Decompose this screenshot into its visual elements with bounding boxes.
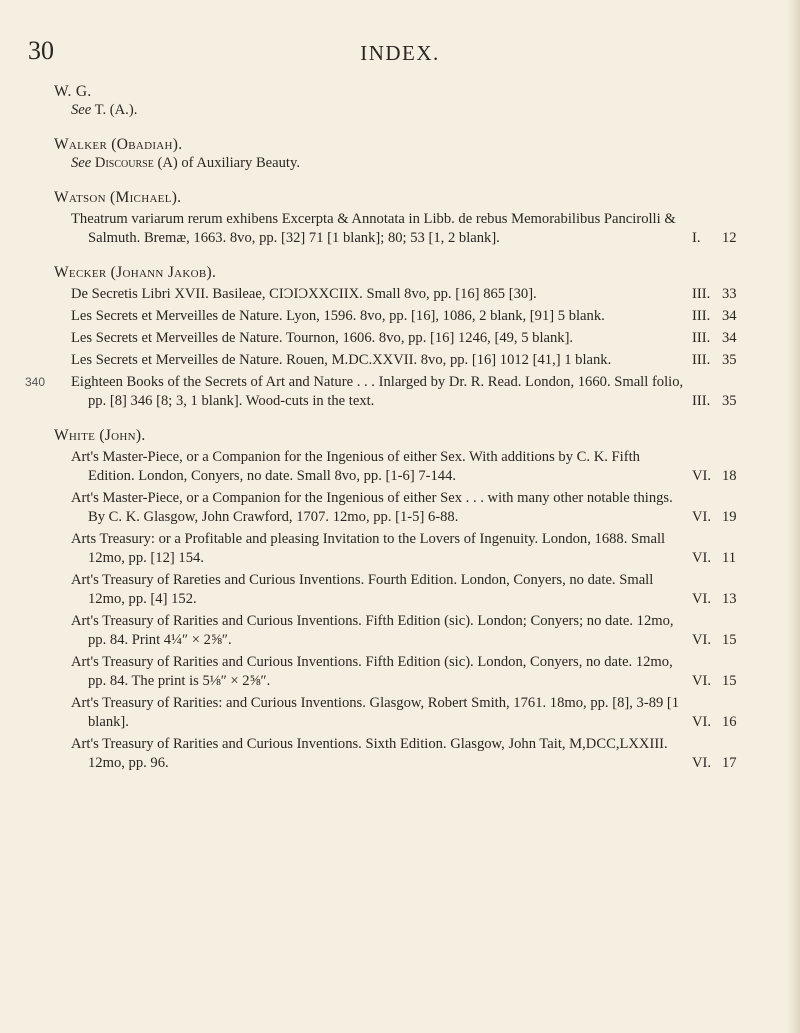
- entry-item: [54, 351, 746, 370]
- item-number: 17: [722, 755, 737, 771]
- item-text: Eighteen Books of the Secrets of Art and Nature . . . Inlarged by Dr. R. Read. London, 1660. Small folio, pp. [8] 346 [8; 3, 1 blank]. Wood-cuts in the text.: [71, 374, 684, 409]
- volume-number: VI.: [692, 714, 712, 730]
- index-entry: [54, 82, 746, 120]
- entry-item: [54, 612, 746, 650]
- see-reference: [54, 154, 746, 173]
- item-text: Les Secrets et Merveilles de Nature. Tournon, 1606. 8vo, pp. [16] 1246, [49, 5 blank].: [71, 330, 574, 346]
- item-number: 12: [722, 230, 737, 246]
- item-text: De Secretis Libri XVII. Basileae, CIƆIƆXXCIIX. Small 8vo, pp. [16] 865 [30].: [71, 286, 537, 302]
- item-text: Les Secrets et Merveilles de Nature. Rouen, M.DC.XXVII. 8vo, pp. [16] 1012 [41,] 1 blank.: [71, 352, 612, 368]
- entry-item: [54, 694, 746, 732]
- page-number: 30: [28, 36, 54, 65]
- entry-name: White (John).: [54, 427, 146, 444]
- index-entry: [54, 188, 746, 248]
- entry-name: Watson (Michael).: [54, 189, 182, 206]
- index-entry: [54, 135, 746, 173]
- entry-item: [54, 530, 746, 568]
- volume-number: III.: [692, 286, 711, 302]
- volume-ref: [692, 631, 746, 650]
- item-number: 34: [722, 330, 737, 346]
- entry-item: [54, 448, 746, 486]
- item-number: 16: [722, 714, 737, 730]
- page-header: [0, 36, 800, 66]
- volume-number: VI.: [692, 591, 712, 607]
- volume-number: III.: [692, 393, 711, 409]
- see-word: See: [71, 102, 92, 118]
- volume-number: III.: [692, 308, 711, 324]
- volume-number: III.: [692, 352, 711, 368]
- volume-ref: [692, 508, 746, 527]
- volume-ref: [692, 351, 746, 370]
- entry-name: Walker (Obadiah).: [54, 136, 183, 153]
- item-text: Les Secrets et Merveilles de Nature. Lyon, 1596. 8vo, pp. [16], 1086, 2 blank, [91] 5 blank.: [71, 308, 605, 324]
- item-text: Art's Master-Piece, or a Companion for the Ingenious of either Sex. With additions by C. K. Fifth Edition. London, Conyers, no date. Small 8vo, pp. [1-6] 7-144.: [71, 449, 640, 484]
- item-text: Theatrum variarum rerum exhibens Excerpta & Annotata in Libb. de rebus Memorabilibus Pancirolli & Salmuth. Bremæ, 1663. 8vo, pp. [32] 71 [1 blank]; 80; 53 [1, 2 blank].: [71, 211, 676, 246]
- volume-ref: [692, 329, 746, 348]
- item-number: 15: [722, 632, 737, 648]
- running-head-title: INDEX.: [360, 41, 440, 65]
- see-target: T. (A.).: [94, 102, 138, 118]
- item-number: 34: [722, 308, 737, 324]
- volume-ref: [692, 713, 746, 732]
- item-text: Art's Master-Piece, or a Companion for the Ingenious of either Sex . . . with many other notable things. By C. K. Glasgow, John Crawford, 1707. 12mo, pp. [1-5] 6-88.: [71, 490, 673, 525]
- volume-number: VI.: [692, 468, 712, 484]
- index-entry: [54, 426, 746, 773]
- item-text: Art's Treasury of Rarities and Curious Inventions. Sixth Edition. Glasgow, John Tait, M,DCC,LXXIII. 12mo, pp. 96.: [71, 736, 668, 771]
- entry-item: [54, 489, 746, 527]
- see-rest: of Auxiliary Beauty.: [177, 155, 300, 171]
- volume-ref: [692, 590, 746, 609]
- entry-item: [54, 571, 746, 609]
- volume-ref: [692, 392, 746, 411]
- item-number: 35: [722, 393, 737, 409]
- item-number: 35: [722, 352, 737, 368]
- volume-number: VI.: [692, 755, 712, 771]
- page-edge: [786, 0, 800, 1033]
- volume-number: I.: [692, 230, 701, 246]
- entry-item: [54, 285, 746, 304]
- volume-ref: [692, 307, 746, 326]
- item-number: 15: [722, 673, 737, 689]
- volume-number: VI.: [692, 509, 712, 525]
- margin-number: 340: [25, 375, 46, 389]
- item-number: 18: [722, 468, 737, 484]
- item-text: Art's Treasury of Rarities and Curious Inventions. Fifth Edition (sic). London, Conyers, no date. 12mo, pp. 84. The print is 5⅛″ × 2⅝″.: [71, 654, 673, 689]
- item-text: Art's Treasury of Rareties and Curious Inventions. Fourth Edition. London, Conyers, no date. Small 12mo, pp. [4] 152.: [71, 572, 654, 607]
- entry-item: [54, 307, 746, 326]
- see-target: Discourse (A): [94, 155, 178, 171]
- volume-number: VI.: [692, 550, 712, 566]
- volume-ref: [692, 229, 746, 248]
- volume-number: VI.: [692, 632, 712, 648]
- entry-name: W. G.: [54, 83, 92, 100]
- volume-ref: [692, 467, 746, 486]
- volume-number: III.: [692, 330, 711, 346]
- see-reference: [54, 101, 746, 120]
- index-content: [25, 82, 746, 788]
- volume-ref: [692, 754, 746, 773]
- see-word: See: [71, 155, 92, 171]
- entry-name: Wecker (Johann Jakob).: [54, 264, 217, 281]
- index-entry: [25, 263, 746, 411]
- entry-item: [25, 373, 746, 411]
- entry-item: [54, 329, 746, 348]
- item-text: Art's Treasury of Rarities: and Curious Inventions. Glasgow, Robert Smith, 1761. 18mo, pp. [8], 3-89 [1 blank].: [71, 695, 680, 730]
- volume-number: VI.: [692, 673, 712, 689]
- item-number: 19: [722, 509, 737, 525]
- item-number: 13: [722, 591, 737, 607]
- item-number: 11: [722, 550, 737, 566]
- item-text: Art's Treasury of Rarities and Curious Inventions. Fifth Edition (sic). London; Conyers; no date. 12mo, pp. 84. Print 4¼″ × 2⅝″.: [71, 613, 674, 648]
- entry-item: [54, 653, 746, 691]
- entry-item: [54, 210, 746, 248]
- volume-ref: [692, 549, 746, 568]
- volume-ref: [692, 285, 746, 304]
- entry-item: [54, 735, 746, 773]
- volume-ref: [692, 672, 746, 691]
- item-number: 33: [722, 286, 737, 302]
- item-text: Arts Treasury: or a Profitable and pleasing Invitation to the Lovers of Ingenuity. London, 1688. Small 12mo, pp. [12] 154.: [71, 531, 666, 566]
